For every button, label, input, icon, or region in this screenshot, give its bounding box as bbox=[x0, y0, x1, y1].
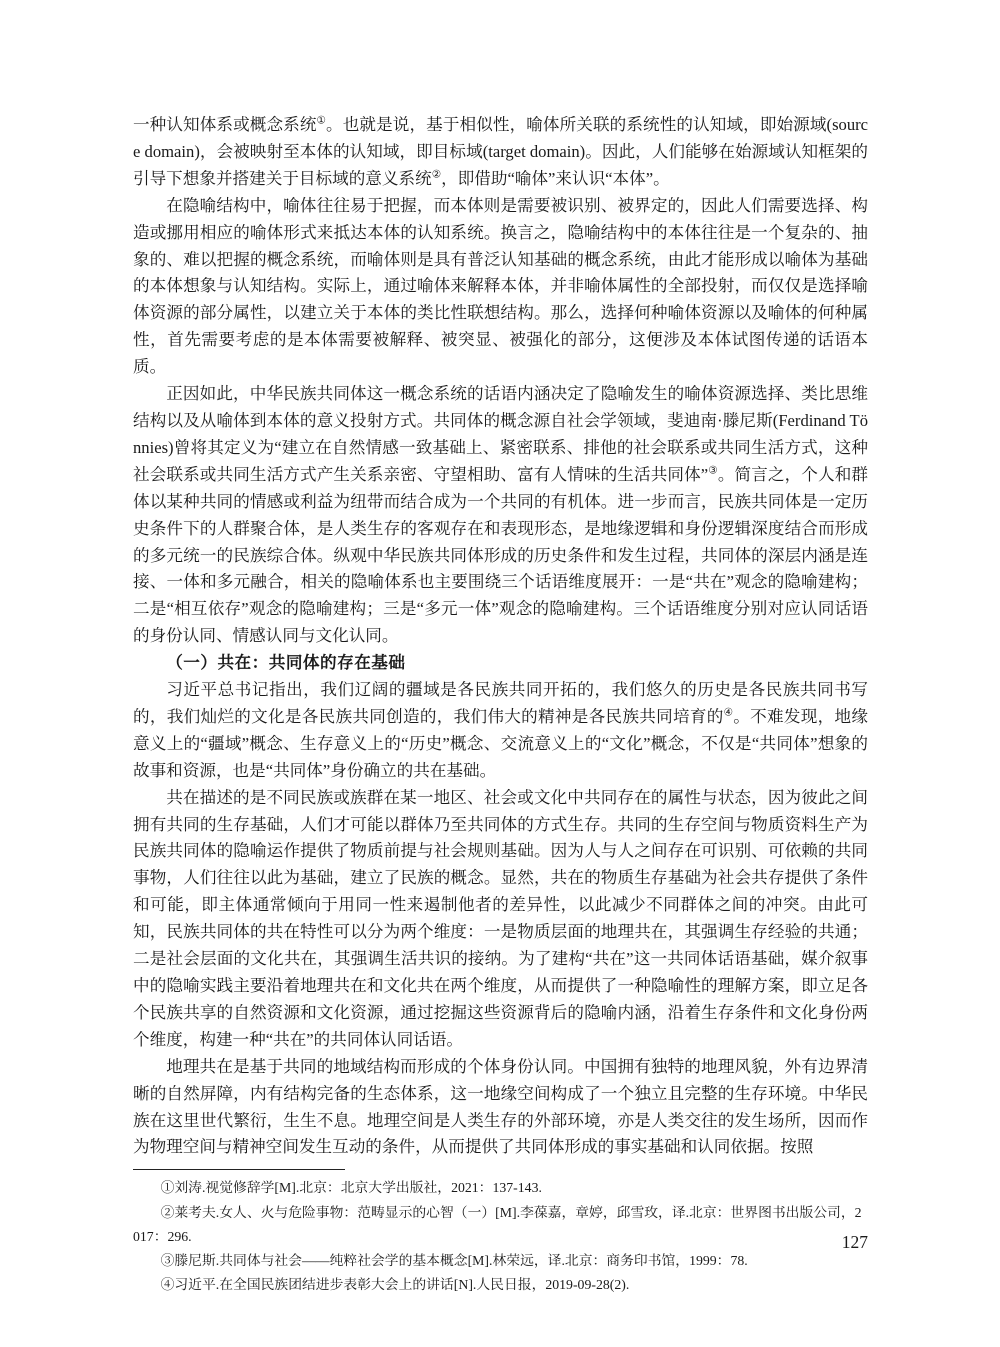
footnote-separator bbox=[133, 1169, 345, 1170]
text-run: （一）共在：共同体的存在基础 bbox=[166, 653, 406, 673]
footnote-marker: ③ bbox=[708, 465, 718, 477]
body-paragraph bbox=[133, 677, 868, 785]
section-heading bbox=[133, 650, 868, 677]
body-paragraph bbox=[133, 112, 868, 193]
text-run: 在隐喻结构中，喻体往往易于把握，而本体则是需要被识别、被界定的，因此人们需要选择、构造或挪用相应的喻体形式来抵达本体的认知系统。换言之，隐喻结构中的本体往往是一个复杂的、抽象的、难以把握的概念系统，而喻体则是具有普泛认知基础的概念系统，由此才能形成以喻体为基础的本体想象与认知结构。实际上，通过喻体来解释本体，并非喻体属性的全部投射，而仅仅是选择喻体资源的部分属性，以建立关于本体的类比性联想结构。那么，选择何种喻体资源以及喻体的何种属性，首先需要考虑的是本体需要被解释、被突显、被强化的部分，这便涉及本体试图传递的话语本质。 bbox=[133, 195, 868, 377]
footnote-marker: ① bbox=[316, 115, 327, 127]
body-paragraph bbox=[133, 1054, 868, 1162]
footnote-marker: ④ bbox=[723, 707, 734, 719]
text-run: 共在描述的是不同民族或族群在某一地区、社会或文化中共同存在的属性与状态，因为彼此之间拥有共同的生存基础，人们才可能以群体乃至共同体的方式生存。共同的生存空间与物质资料生产为民族共同体的隐喻运作提供了物质前提与社会规则基础。因为人与人之间存在可识别、可依赖的共同事物，人们往往以此为基础，建立了民族的概念。显然，共在的物质生存基础为社会共存提供了条件和可能，即主体通常倾向于用同一性来遏制他者的差异性，以此减少不同群体之间的冲突。由此可知，民族共同体的共在特性可以分为两个维度：一是物质层面的地理共在，其强调生存经验的共通；二是社会层面的文化共在，其强调生活共识的接纳。为了建构“共在”这一共同体话语基础，媒介叙事中的隐喻实践主要沿着地理共在和文化共在两个维度，从而提供了一种隐喻性的理解方案，即立足各个民族共享的自然资源和文化资源，通过挖掘这些资源背后的隐喻内涵，沿着生存条件和文化身份两个维度，构建一种“共在”的共同体认同话语。 bbox=[133, 787, 868, 1049]
text-run: 。简言之，个人和群体以某种共同的情感或利益为纽带而结合成为一个共同的有机体。进一步而言，民族共同体是一定历史条件下的人群聚合体，是人类生存的客观存在和表现形态，是地缘逻辑和身份逻辑深度结合而形成的多元统一的民族综合体。纵观中华民族共同体形成的历史条件和发生过程，共同体的深层内涵是连接、一体和多元融合，相关的隐喻体系也主要围绕三个话语维度展开：一是“共在”观念的隐喻建构；二是“相互依存”观念的隐喻建构；三是“多元一体”观念的隐喻建构。三个话语维度分别对应认同话语的身份认同、情感认同与文化认同。 bbox=[133, 464, 869, 646]
text-run: ，即借助“喻体”来认识“本体”。 bbox=[441, 168, 670, 188]
footnote: ③滕尼斯.共同体与社会——纯粹社会学的基本概念[M].林荣远，译.北京：商务印书馆，1999：78. bbox=[160, 1252, 748, 1268]
body-paragraph bbox=[133, 381, 868, 650]
article-body bbox=[133, 112, 868, 1297]
page-number: 127 bbox=[841, 1232, 868, 1252]
footnote: ②莱考夫.女人、火与危险事物：范畴显示的心智（一）[M].李葆嘉，章婷，邱雪玫，译.北京：世界图书出版公司，2017：296. bbox=[133, 1204, 862, 1244]
footnote: ①刘涛.视觉修辞学[M].北京：北京大学出版社，2021：137-143. bbox=[160, 1180, 542, 1196]
body-paragraph bbox=[133, 785, 868, 1054]
text-run: 正因如此，中华民族共同体这一概念系统的话语内涵决定了隐喻发生的喻体资源选择、类比思维结构以及从喻体到本体的意义投射方式。共同体的概念源自社会学领域，斐迪南·滕尼斯(Ferdinand Tönnies)曾将其定义为“建立在自然情感一致基础上、紧密联系、排他的社会联系或共同生活方式，这种社会联系或共同生活方式产生关系亲密、守望相助、富有人情味的生活共同体” bbox=[133, 384, 868, 484]
body-paragraph bbox=[133, 193, 868, 381]
footnote: ④习近平.在全国民族团结进步表彰大会上的讲话[N].人民日报，2019-09-28(2). bbox=[160, 1277, 630, 1293]
footnote-marker: ② bbox=[431, 169, 442, 181]
text-run: 一种认知体系或概念系统 bbox=[133, 115, 317, 134]
text-run: 。也就是说，基于相似性，喻体所关联的系统性的认知域，即始源域(source domain)，会被映射至本体的认知域，即目标域(target domain)。因此，人们能够在始源域认知框架的引导下想象并搭建关于目标域的意义系统 bbox=[133, 115, 869, 188]
text-run: 地理共在是基于共同的地域结构而形成的个体身份认同。中国拥有独特的地理风貌，外有边界清晰的自然屏障，内有结构完备的生态体系，这一地缘空间构成了一个独立且完整的生存环境。中华民族在这里世代繁衍，生生不息。地理空间是人类生存的外部环境，亦是人类交往的发生场所，因而作为物理空间与精神空间发生互动的条件，从而提供了共同体形成的事实基础和认同依据。按照 bbox=[133, 1056, 868, 1157]
text-run: 习近平总书记指出，我们辽阔的疆域是各民族共同开拓的，我们悠久的历史是各民族共同书写的，我们灿烂的文化是各民族共同创造的，我们伟大的精神是各民族共同培育的 bbox=[133, 680, 868, 726]
paragraphs-container bbox=[133, 112, 868, 1161]
text-run: 。不难发现，地缘意义上的“疆域”概念、生存意义上的“历史”概念、交流意义上的“文化”概念，不仅是“共同体”想象的故事和资源，也是“共同体”身份确立的共在基础。 bbox=[133, 706, 869, 780]
